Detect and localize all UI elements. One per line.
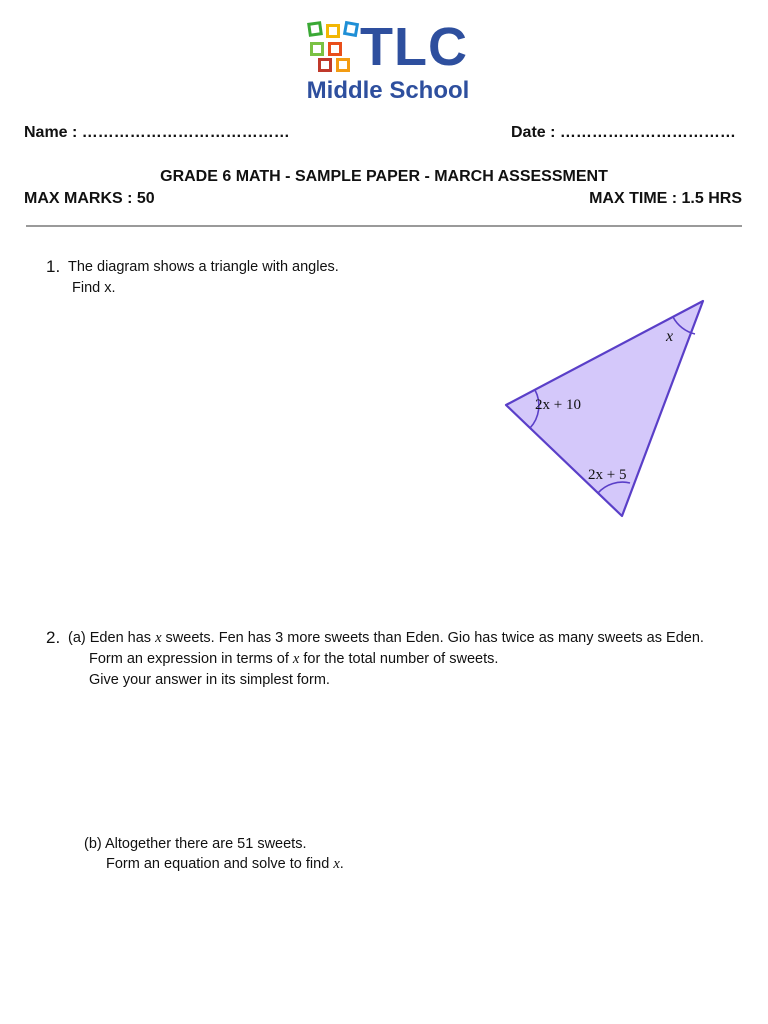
variable-x: x [292,651,300,667]
question-2a-line2-post: for the total number of sweets. [299,651,499,667]
question-2b-line2-post: . [339,856,344,872]
logo-brand-text: TLC [360,17,468,77]
question-1-text: The diagram shows a triangle with angles. [68,259,339,275]
question-2a-text-pre: Eden has [89,630,156,646]
question-2a-line2-pre: Form an expression in terms of [89,651,293,667]
max-time: MAX TIME : 1.5 HRS [589,190,742,207]
question-2b-label: (b) [84,836,102,852]
angle-label-bottom: 2x + 5 [588,467,627,483]
question-2b-line2-pre: Form an equation and solve to find [106,856,334,872]
question-1-number: 1. [46,257,61,276]
question-2a-label: (a) [68,630,86,646]
question-2a-text-post: sweets. Fen has 3 more sweets than Eden. Gio has twice as many sweets as Eden. [161,630,704,646]
angle-label-top: x [666,328,674,345]
question-2a-line1 [68,628,704,648]
question-2b-line1 [84,834,306,854]
question-2-number: 2. [46,628,61,647]
variable-x: x [333,856,340,872]
name-field-label: Name : ………………………………… [24,124,290,141]
paper-title: GRADE 6 MATH - SAMPLE PAPER - MARCH ASSESSMENT [160,168,608,185]
question-1-instruction: Find x. [72,280,116,296]
question-2a-line3: Give your answer in its simplest form. [89,672,330,688]
header-divider [26,225,742,227]
question-2b-line2 [106,854,344,874]
question-2a-line2 [89,649,498,669]
triangle-diagram [490,290,720,530]
logo-subtitle: Middle School [306,77,470,104]
logo-squares-icon [306,18,362,74]
max-marks: MAX MARKS : 50 [24,190,155,207]
date-field-label: Date : …………………………… [511,124,736,141]
school-logo [300,14,480,106]
variable-x: x [155,630,162,646]
question-2b-text: Altogether there are 51 sweets. [104,836,307,852]
angle-label-left: 2x + 10 [535,397,581,413]
